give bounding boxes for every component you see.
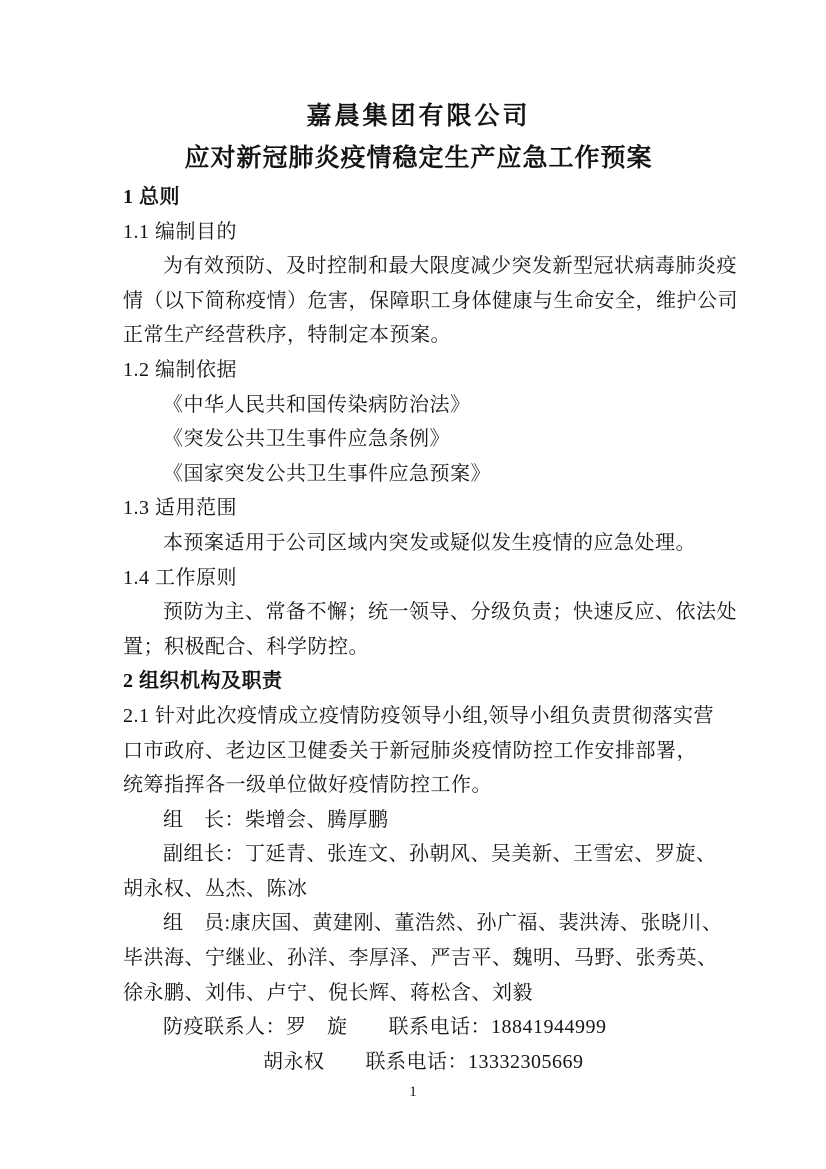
heading-2-organization: 2 组织机构及职责 [123,670,283,693]
heading-1-1-purpose: 1.1 编制目的 [123,220,237,243]
line-epidemic-contact-1: 防疫联系人：罗 旋 联系电话：18841944999 [163,1016,607,1039]
line-members-1: 组 员:康庆国、黄建刚、董浩然、孙广福、裴洪涛、张晓川、 [163,912,723,935]
para-purpose-line-1: 为有效预防、及时控制和最大限度减少突发新型冠状病毒肺炎疫 [163,255,737,278]
line-epidemic-contact-2: 胡永权 联系电话：13332305669 [263,1050,584,1073]
line-members-2: 毕洪海、宁继业、孙洋、李厚泽、严吉平、魏明、马野、张秀英、 [123,947,718,970]
para-purpose-line-3: 正常生产经营秩序，特制定本预案。 [123,324,451,347]
heading-1-3-scope: 1.3 适用范围 [123,497,237,520]
ref-public-health-regulations: 《突发公共卫生事件应急条例》 [163,428,450,451]
para-leading-group-line-1: 2.1 针对此次疫情成立疫情防疫领导小组,领导小组负责贯彻落实营 [123,704,714,727]
heading-1-4-principles: 1.4 工作原则 [123,566,237,589]
page-number: 1 [409,1084,417,1100]
line-members-3: 徐永鹏、刘伟、卢宁、倪长辉、蒋松含、刘毅 [123,981,533,1004]
para-scope-line-1: 本预案适用于公司区域内突发或疑似发生疫情的应急处理。 [163,531,696,554]
ref-national-emergency-plan: 《国家突发公共卫生事件应急预案》 [163,462,491,485]
para-principles-line-1: 预防为主、常备不懈；统一领导、分级负责；快速反应、依法处 [163,601,737,624]
line-deputy-leaders-1: 副组长：丁延青、张连文、孙朝风、吴美新、王雪宏、罗旋、 [163,843,717,866]
line-group-leader: 组 长：柴增会、腾厚鹏 [163,808,389,831]
para-principles-line-2: 置；积极配合、科学防控。 [123,635,369,658]
para-purpose-line-2: 情（以下简称疫情）危害，保障职工身体健康与生命安全，维护公司 [123,289,738,312]
heading-1-general: 1 总则 [123,186,180,208]
para-leading-group-line-2: 口市政府、老边区卫健委关于新冠肺炎疫情防控工作安排部署， [123,739,697,762]
ref-infectious-disease-law: 《中华人民共和国传染病防治法》 [163,393,471,416]
para-leading-group-line-3: 统筹指挥各一级单位做好疫情防控工作。 [123,774,492,797]
line-deputy-leaders-2: 胡永权、丛杰、陈冰 [123,877,308,900]
doc-subtitle: 应对新冠肺炎疫情稳定生产应急工作预案 [184,145,653,172]
heading-1-2-basis: 1.2 编制依据 [123,358,237,381]
doc-title: 嘉晨集团有限公司 [306,103,531,130]
